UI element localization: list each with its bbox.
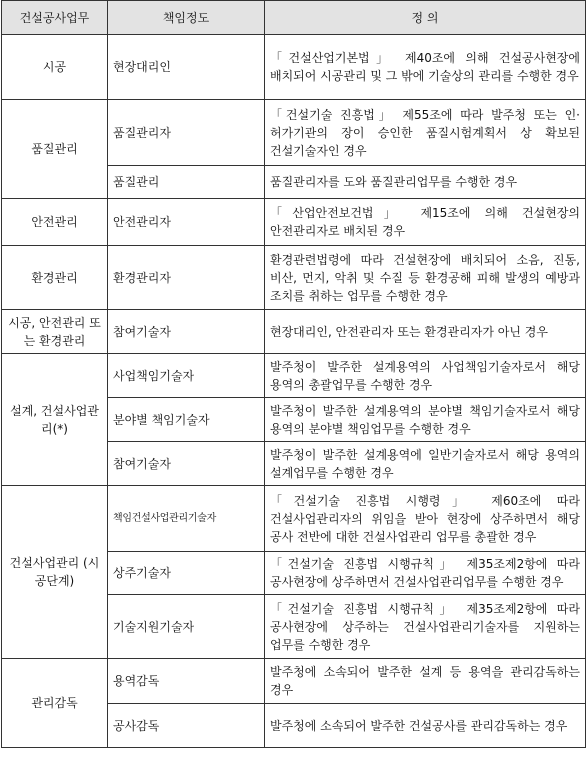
role-cell: 품질관리자 <box>108 100 265 166</box>
header-role: 책임정도 <box>108 1 265 35</box>
definition-cell: 「건설기술 진흥법」 제55조에 따라 발주청 또는 인·허가기관의 장이 승인한 품질시험계획서 상 확보된 건설기술자인 경우 <box>265 100 586 166</box>
definition-cell: 발주청이 발주한 설계용역의 분야별 책임기술자로서 해당 용역의 분야별 책임업무를 수행한 경우 <box>265 398 586 442</box>
definition-cell: 현장대리인, 안전관리자 또는 환경관리자가 아닌 경우 <box>265 310 586 354</box>
definition-cell: 발주청에 소속되어 발주한 건설공사를 관리감독하는 경우 <box>265 704 586 748</box>
table-row <box>2 199 586 246</box>
definition-cell: 품질관리자를 도와 품질관리업무를 수행한 경우 <box>265 166 586 199</box>
definition-cell: 발주청에 소속되어 발주한 설계 등 용역을 관리감독하는 경우 <box>265 659 586 704</box>
role-cell: 분야별 책임기술자 <box>108 398 265 442</box>
definition-cell: 발주청이 발주한 설계용역에 일반기술자로서 해당 용역의 설계업무를 수행한 경우 <box>265 442 586 486</box>
category-cell: 시공, 안전관리 또는 환경관리 <box>2 310 108 354</box>
role-cell: 품질관리 <box>108 166 265 199</box>
role-cell: 용역감독 <box>108 659 265 704</box>
table-row <box>2 35 586 100</box>
category-cell: 관리감독 <box>2 659 108 748</box>
role-cell: 사업책임기술자 <box>108 354 265 398</box>
table-row <box>2 310 586 354</box>
category-cell: 설계, 건설사업관리(*) <box>2 354 108 486</box>
category-cell: 환경관리 <box>2 246 108 310</box>
category-cell: 건설사업관리 (시공단계) <box>2 486 108 659</box>
definition-cell: 「건설기술 진흥법 시행령」 제60조에 따라 건설사업관리자의 위임을 받아 현장에 상주하면서 해당 공사 전반에 대한 건설사업관리 업무를 총괄한 경우 <box>265 486 586 552</box>
definition-cell: 환경관련법령에 따라 건설현장에 배치되어 소음, 진동, 비산, 먼지, 악취 및 수질 등 환경공해 피해 발생의 예방과 조치를 취하는 업무를 수행한 경우 <box>265 246 586 310</box>
table-row <box>2 246 586 310</box>
role-cell: 책임건설사업관리기술자 <box>108 486 265 552</box>
role-cell: 환경관리자 <box>108 246 265 310</box>
category-cell: 안전관리 <box>2 199 108 246</box>
definition-cell: 「산업안전보건법」 제15조에 의해 건설현장의 안전관리자로 배치된 경우 <box>265 199 586 246</box>
definition-cell: 발주청이 발주한 설계용역의 사업책임기술자로서 해당 용역의 총괄업무를 수행한 경우 <box>265 354 586 398</box>
role-cell: 현장대리인 <box>108 35 265 100</box>
header-definition: 정 의 <box>265 1 586 35</box>
definition-cell: 「건설기술 진흥법 시행규칙」 제35조제2항에 따라 공사현장에 상주하는 건설사업관리기술자를 지원하는 업무를 수행한 경우 <box>265 595 586 659</box>
definition-table <box>1 0 586 748</box>
category-cell: 품질관리 <box>2 100 108 199</box>
role-cell: 공사감독 <box>108 704 265 748</box>
table-row <box>2 486 586 552</box>
table-row <box>2 100 586 166</box>
definition-cell: 「건설기술 진흥법 시행규칙」 제35조제2항에 따라 공사현장에 상주하면서 건설사업관리업무를 수행한 경우 <box>265 552 586 595</box>
role-cell: 안전관리자 <box>108 199 265 246</box>
table-row <box>2 659 586 704</box>
definition-cell: 「건설산업기본법」 제40조에 의해 건설공사현장에 배치되어 시공관리 및 그 밖에 기술상의 관리를 수행한 경우 <box>265 35 586 100</box>
header-row <box>2 1 586 35</box>
category-cell: 시공 <box>2 35 108 100</box>
role-cell: 기술지원기술자 <box>108 595 265 659</box>
role-cell: 참여기술자 <box>108 442 265 486</box>
role-cell: 참여기술자 <box>108 310 265 354</box>
table-row <box>2 354 586 398</box>
header-category: 건설공사업무 <box>2 1 108 35</box>
role-cell: 상주기술자 <box>108 552 265 595</box>
